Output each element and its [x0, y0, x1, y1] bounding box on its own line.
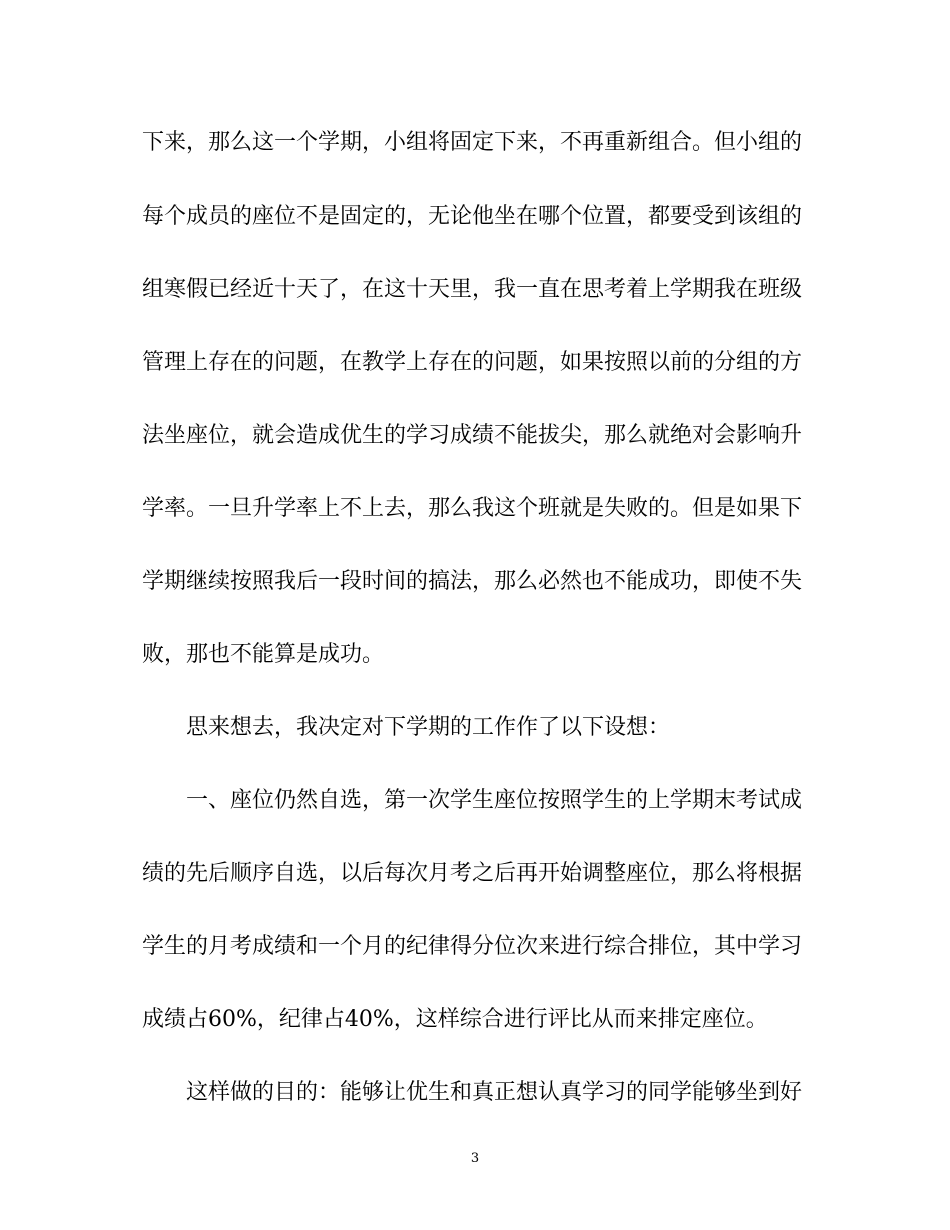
paragraph-line: 一、座位仍然自选，第一次学生座位按照学生的上学期末考试成	[186, 788, 802, 813]
paragraph-line: 学生的月考成绩和一个月的纪律得分位次来进行综合排位，其中学习	[142, 934, 802, 959]
paragraph-line: 败，那也不能算是成功。	[142, 642, 385, 667]
page-number: 3	[470, 1151, 480, 1166]
paragraph-line: 绩的先后顺序自选，以后每次月考之后再开始调整座位，那么将根据	[142, 861, 802, 886]
paragraph-line: 思来想去，我决定对下学期的工作作了以下设想：	[186, 715, 671, 740]
paragraph-line: 组寒假已经近十天了，在这十天里，我一直在思考着上学期我在班级	[142, 277, 802, 302]
paragraph-line: 这样做的目的：能够让优生和真正想认真学习的同学能够坐到好	[186, 1080, 802, 1105]
paragraph-line: 学率。一旦升学率上不上去，那么我这个班就是失败的。但是如果下	[142, 496, 802, 521]
paragraph-line: 下来，那么这一个学期，小组将固定下来，不再重新组合。但小组的	[142, 130, 802, 155]
paragraph-line: 学期继续按照我后一段时间的搞法，那么必然也不能成功，即使不失	[142, 569, 802, 594]
paragraph-line: 成绩占60%，纪律占40%，这样综合进行评比从而来排定座位。	[142, 1007, 768, 1032]
paragraph-line: 每个成员的座位不是固定的，无论他坐在哪个位置，都要受到该组的	[142, 204, 802, 229]
paragraph-line: 管理上存在的问题，在教学上存在的问题，如果按照以前的分组的方	[142, 350, 802, 375]
paragraph-line: 法坐座位，就会造成优生的学习成绩不能拔尖，那么就绝对会影响升	[142, 423, 802, 448]
